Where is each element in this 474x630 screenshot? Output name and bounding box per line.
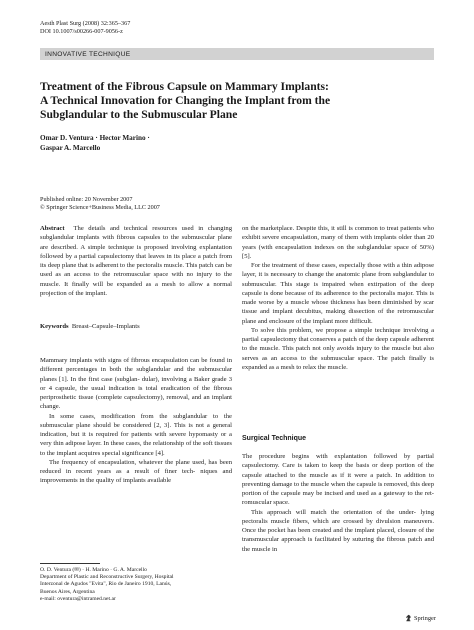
- text-line: tissue (complete capsulectomy), removal, and an implant: [78, 394, 233, 401]
- chess-knight-icon: [404, 614, 412, 622]
- doi: DOI 10.1007/s00266-007-9056-z: [40, 28, 123, 35]
- text-line: plane from subglandular to submuscular. This stage is: [242, 271, 435, 288]
- intro-paragraph-3: [40, 458, 232, 486]
- text-line: the implant placed, closure of the transmuscular approach: [242, 527, 434, 544]
- text-line: and the submuscular planes [1]. In the first case (subglan-: [40, 366, 233, 383]
- surgical-technique-text: [242, 452, 434, 554]
- publisher-name: Springer: [414, 614, 437, 622]
- body-paragraph-5: [242, 508, 434, 554]
- published-date: Published online: 20 November 2007: [40, 196, 133, 203]
- footnote-line: Department of Plastic and Reconstructive Surgery, Hospital: [40, 574, 174, 581]
- text-line: romuscular space.: [242, 499, 290, 507]
- keywords-block: [40, 322, 232, 331]
- section-heading-surgical-technique: Surgical Technique: [242, 435, 307, 442]
- footnote-line: O. D. Ventura (✉) · H. Marino · G. A. Marcello: [40, 567, 147, 573]
- title-line: A Technical Innovation for Changing the Implant from the: [40, 94, 331, 107]
- text-line: the deep capsule adherent to the muscle. This patch not: [242, 336, 434, 353]
- keywords-text: Breast–Capsule–Implants: [71, 323, 140, 330]
- text-line: only avoids injury to the muscle but also serves as an: [242, 345, 434, 362]
- footnote-divider: [40, 563, 100, 564]
- text-line: patients who exhibit severe encapsulation, many of them: [242, 225, 434, 242]
- keywords-label: Keywords: [40, 323, 69, 330]
- text-line: when the capsule is removed, this deep portion of the: [242, 480, 435, 497]
- abstract-line: capsulectomy that leaves in its place a patch from its deep: [40, 252, 232, 269]
- footnote-line: Buenos Aires, Argentina: [40, 588, 95, 595]
- text-line: a general indication, but it is required for patients with: [40, 421, 233, 438]
- text-line: involving a partial capsulectomy that conserves a patch of: [242, 326, 435, 343]
- abstract-line: proposed involving explantation followed by a partial: [40, 243, 232, 260]
- text-line: expanded as a mesh to relax the muscle.: [242, 363, 348, 371]
- author-line: Omar D. Ventura · Hector Marino ·: [40, 134, 150, 142]
- text-line: lying pectoralis muscle fibers, which are crossed by: [242, 508, 434, 525]
- publication-info: [40, 196, 160, 212]
- text-line: thin adipose layer, it is necessary to change the anatomic: [242, 262, 434, 279]
- body-paragraph-1: [242, 224, 434, 261]
- intro-text: [40, 356, 232, 486]
- abstract-line: the submuscular plane are described. A simple technique is: [40, 234, 232, 251]
- abstract-line: to allow a normal projection of the implant.: [40, 280, 232, 297]
- text-line: dissection of the retromuscular plane and enclosure of the: [242, 308, 434, 325]
- text-line: access to the submuscular space. The patch finally is: [280, 354, 434, 362]
- abstract-paragraph: [40, 224, 232, 298]
- text-line: The procedure begins with explantation followed by partial: [242, 453, 434, 460]
- abstract-block: [40, 224, 232, 298]
- abstract-label: Abstract: [40, 225, 65, 232]
- abstract-line: The details and technical resources used in: [73, 225, 204, 232]
- body-paragraph-4: [242, 452, 434, 508]
- text-line: dular), involving a Baker grade 3 or 4 capsule, the usual: [40, 375, 232, 392]
- text-line: be found in different percentages in both the subglandular: [40, 357, 232, 374]
- body-paragraph-3: [242, 326, 434, 372]
- text-line: To solve this problem, we propose a simple technique: [251, 326, 401, 334]
- title-line: Treatment of the Fibrous Capsule on Mammary Implants:: [40, 80, 329, 93]
- title-line: Subglandular to the Submuscular Plane: [40, 108, 238, 121]
- text-line: impaired when extirpation of the deep capsule is done: [242, 280, 434, 297]
- section-band: [40, 48, 434, 60]
- text-line: indexes on the subglandular space of 50%) [5].: [242, 243, 434, 260]
- text-line: made worse by a muscle whose thickness has been: [242, 299, 381, 306]
- text-line: capsule may be incised and used as a gateway to the ret-: [280, 490, 434, 497]
- text-line: on the marketplace. Despite this, it still is common to treat: [242, 225, 399, 232]
- text-line: niques and improvements in the quality of implants available: [40, 468, 232, 485]
- text-line: divulsion maneuvers. Once the pocket has been created and: [242, 517, 434, 534]
- right-column-text: [242, 224, 434, 372]
- text-line: diminished by scar tissue and implant decubitus, making: [242, 299, 435, 316]
- text-line: acquires special significance [4].: [78, 449, 165, 457]
- text-line: with implants older than 20 years (with encapsulation: [242, 234, 434, 251]
- text-line: This approach will match the orientation of the under-: [251, 508, 416, 516]
- text-line: The frequency of encapsulation, whatever the plane used,: [49, 458, 206, 466]
- text-line: severe hypomasty or a very thin adipose layer. In these: [40, 431, 232, 448]
- intro-paragraph-2: [40, 412, 232, 458]
- text-line: Mammary implants with signs of fibrous encapsulation can: [40, 357, 200, 364]
- author-list: [40, 134, 150, 153]
- text-line: indication is total eradication of the fibrous periprosthetic: [40, 384, 232, 401]
- author-affiliation-footnote: [40, 567, 232, 603]
- text-line: implant more difficult.: [312, 317, 373, 325]
- abstract-line: injury to the muscle. It finally will be expanded as a mesh: [40, 271, 232, 288]
- author-line: Gaspar A. Marcello: [40, 143, 101, 152]
- article-title: [40, 80, 440, 122]
- intro-paragraph-1: [40, 356, 232, 412]
- text-line: has been reduced in recent years as a result of finer tech-: [40, 458, 232, 475]
- abstract-line: changing subglandular implants with fibrous capsules to: [40, 225, 233, 242]
- text-line: is facilitated by suturing the fibrous patch and the muscle in: [242, 536, 434, 553]
- section-band-label: INNOVATIVE TECHNIQUE: [45, 50, 131, 58]
- text-line: patch. In addition to preventing damage to the muscle: [242, 471, 435, 488]
- text-line: portion of the capsule attached to the muscle as if it were a: [242, 462, 434, 479]
- text-line: submuscular plane should be considered [2, 3]. This is not: [40, 421, 205, 429]
- publisher-logo: [404, 614, 436, 622]
- body-paragraph-2: [242, 261, 434, 326]
- abstract-line: can be used as an access to the retromuscular space with no: [40, 262, 232, 279]
- text-line: capsulectomy. Care is taken to keep the basis or deep: [242, 462, 393, 470]
- text-line: cases, the relationship of the soft tissues to the implant: [40, 440, 232, 457]
- text-line: change.: [40, 403, 61, 411]
- abstract-line: plane that is adherent to the pectoralis muscle. This patch: [62, 262, 214, 269]
- journal-citation: Aesth Plast Surg (2008) 32:365–367: [40, 20, 131, 27]
- text-line: For the treatment of these cases, especially those with a: [251, 262, 400, 269]
- copyright-notice: © Springer Science+Business Media, LLC 2007: [40, 204, 160, 211]
- footnote-line: Interzonal de Agudos "Evita", Rio de Janeiro 1910, Lanús,: [40, 581, 172, 588]
- author-email: e-mail: oventura@intramed.net.ar: [40, 595, 116, 602]
- text-line: In some cases, modification from the subglandular to the: [49, 412, 232, 420]
- text-line: because of its adherence to the pectoralis major. This is: [285, 289, 434, 297]
